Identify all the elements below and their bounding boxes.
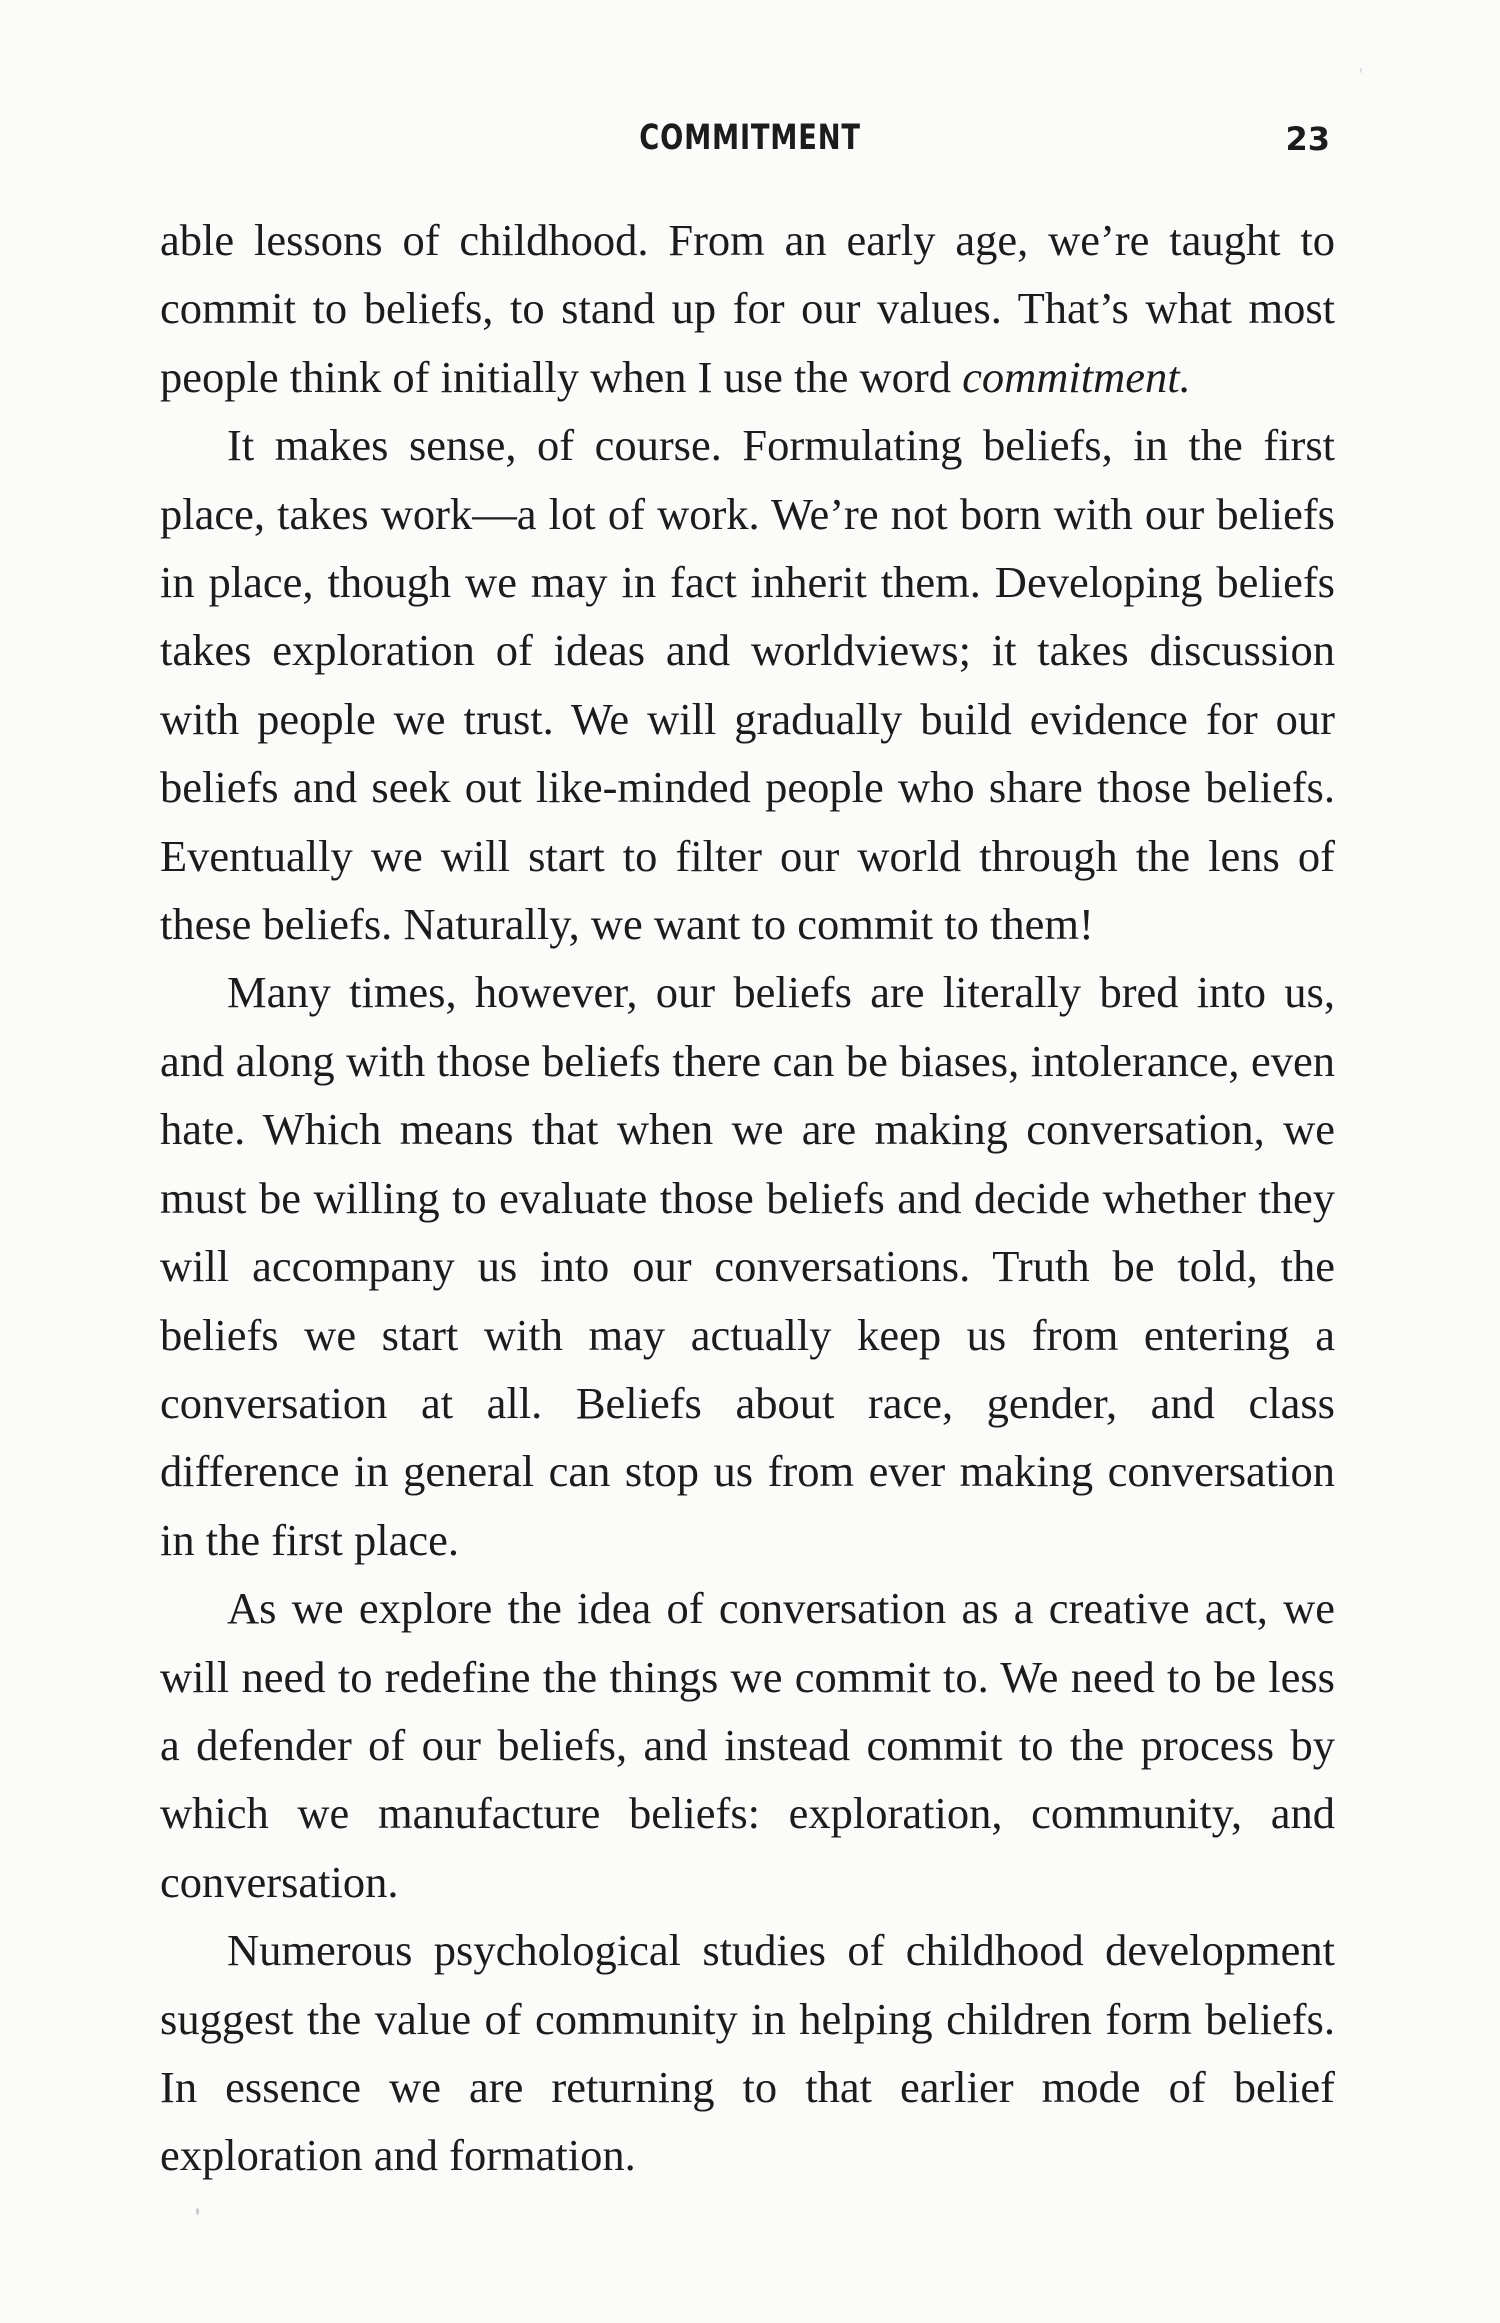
- page-number: 23: [1285, 120, 1330, 158]
- scan-speck: [1360, 68, 1362, 73]
- paragraph: As we explore the idea of conversation as a creative act, we will need to redefine the things we commit to. We need to be less a defender of our beliefs, and instead commit to the process by which we manufacture beliefs: exploration, community, and conversation.: [160, 1583, 1335, 1907]
- paragraph: Many times, however, our beliefs are literally bred into us, and along with those beliefs there can be biases, intolerance, even hate. Which means that when we are making conversation, we must be willing to evaluate those beliefs and decide whether they will accompany us into our conversations. Truth be told, the beliefs we start with may actually keep us from entering a conversation at all. Beliefs about race, gender, and class difference in general can stop us from ever making conversation in the first place.: [160, 967, 1335, 1565]
- paragraph: It makes sense, of course. Formulating beliefs, in the first place, takes work—a lot of work. We’re not born with our beliefs in place, though we may in fact inherit them. Developing beliefs takes exploration of ideas and worldviews; it takes discussion with people we trust. We will gradually build evidence for our beliefs and seek out like-minded people who share those beliefs. Eventually we will start to filter our world through the lens of these beliefs. Naturally, we want to commit to them!: [160, 420, 1335, 950]
- body-text: [160, 206, 1335, 2190]
- running-header: [0, 118, 1500, 168]
- paragraph-continued: [160, 206, 1335, 411]
- paragraph: Numerous psychological studies of childhood development suggest the value of community in helping children form beliefs. In essence we are returning to that earlier mode of belief exploration and formation.: [160, 1925, 1335, 2181]
- paragraph-text: able lessons of childhood. From an early age, we’re taught to commit to beliefs, to stand up for our values. That’s what most people think of initially when I use the word: [160, 215, 1335, 402]
- scan-speck: [196, 2208, 199, 2215]
- emphasized-word: commitment.: [962, 351, 1191, 402]
- running-title: COMMITMENT: [639, 118, 861, 158]
